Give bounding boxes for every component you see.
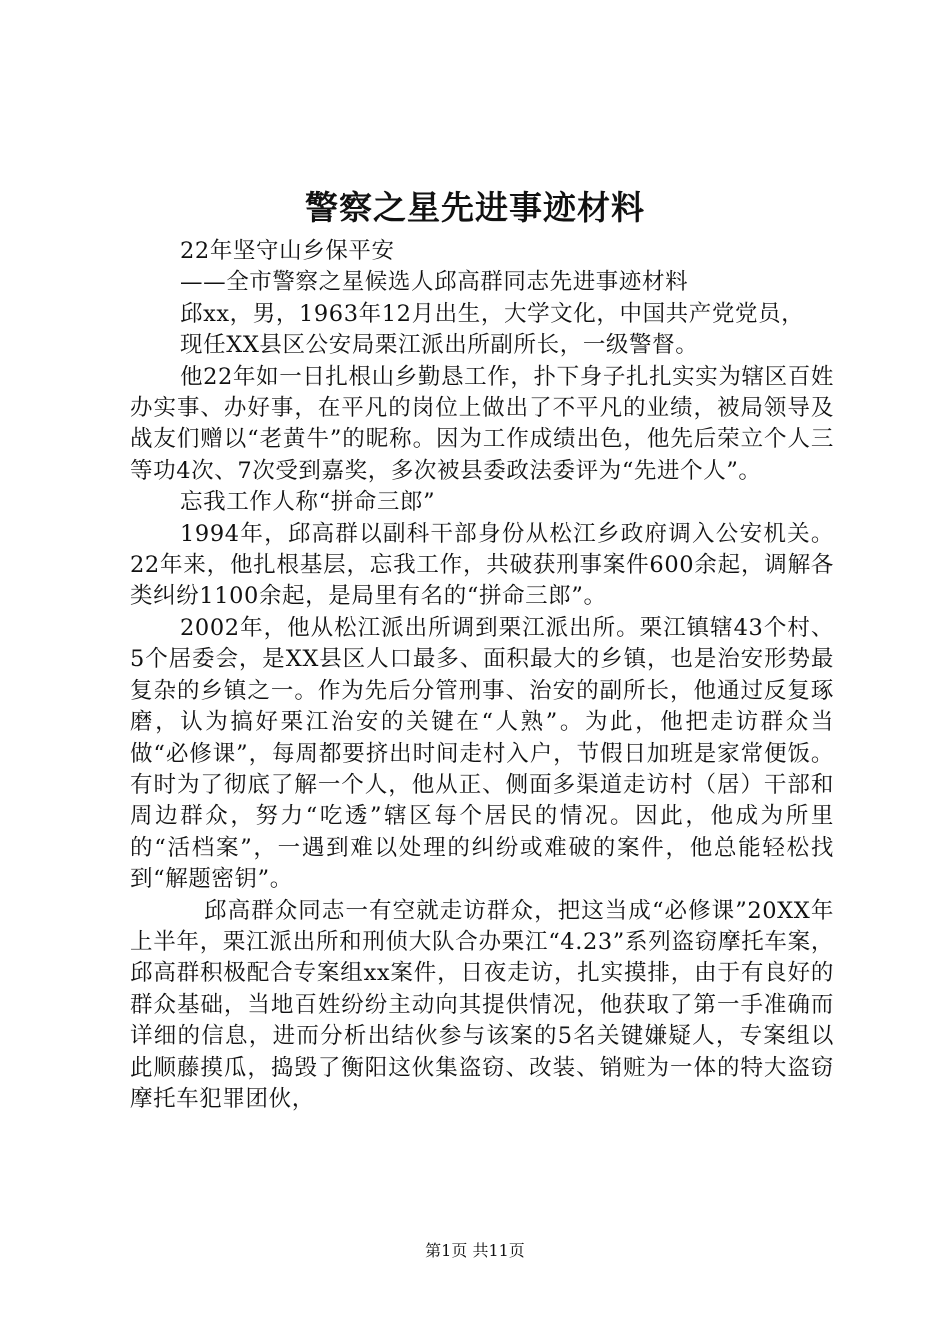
subtitle: 22年坚守山乡保平安	[180, 238, 395, 264]
paragraph: 2002年，他从松江派出所调到栗江派出所。栗江镇辖43个村、5个居委会，是XX县区人口最多、面积最大的乡镇，也是治安形势最复杂的乡镇之一。作为先后分管刑事、治安的副所长，他通过反复琢磨，认为搞好栗江治安的关键在“人熟”。为此，他把走访群众当做“必修课”，每周都要挤出时间走村入户，节假日加班是家常便饭。有时为了彻底了解一个人，他从正、侧面多渠道走访村（居）干部和周边群众，努力“吃透”辖区每个居民的情况。因此，他成为所里的“活档案”，一遇到难以处理的纠纷或难破的案件，他总能轻松找到“解题密钥”。	[130, 614, 834, 893]
document-title: 警察之星先进事迹材料	[305, 188, 645, 227]
paragraph: 邱xx，男，1963年12月出生，大学文化，中国共产党党员，	[180, 300, 805, 327]
paragraph: 现任XX县区公安局栗江派出所副所长，一级警督。	[180, 332, 699, 359]
paragraph: 他22年如一日扎根山乡勤恳工作，扑下身子扎扎实实为辖区百姓办实事、办好事，在平凡的岗位上做出了不平凡的业绩，被局领导及战友们赠以“老黄牛”的昵称。因为工作成绩出色，他先后荣立个人三等功4次、7次受到嘉奖，多次被县委政法委评为“先进个人”。	[130, 363, 834, 484]
paragraph: 邱高群众同志一有空就走访群众，把这当成“必修课”20XX年上半年，栗江派出所和刑侦大队合办栗江“4.23”系列盗窃摩托车案，邱高群积极配合专案组xx案件，日夜走访，扎实摸排，由于有良好的群众基础，当地百姓纷纷主动向其提供情况，他获取了第一手准确而详细的信息，进而分析出结伙参与该案的5名关键嫌疑人，专案组以此顺藤摸瓜，捣毁了衡阳这伙集盗窃、改装、销赃为一体的特大盗窃摩托车犯罪团伙，	[130, 897, 834, 1112]
page-footer: 第1页 共11页	[425, 1241, 525, 1260]
subtitle-2: ——全市警察之星候选人邱高群同志先进事迹材料	[180, 269, 689, 296]
paragraph: 1994年，邱高群以副科干部身份从松江乡政府调入公安机关。22年来，他扎根基层，忘我工作，共破获刑事案件600余起，调解各类纠纷1100余起，是局里有名的“拼命三郎”。	[130, 520, 834, 610]
document-body	[130, 236, 834, 1115]
section-heading: 忘我工作人称“拼命三郎”	[180, 489, 436, 516]
